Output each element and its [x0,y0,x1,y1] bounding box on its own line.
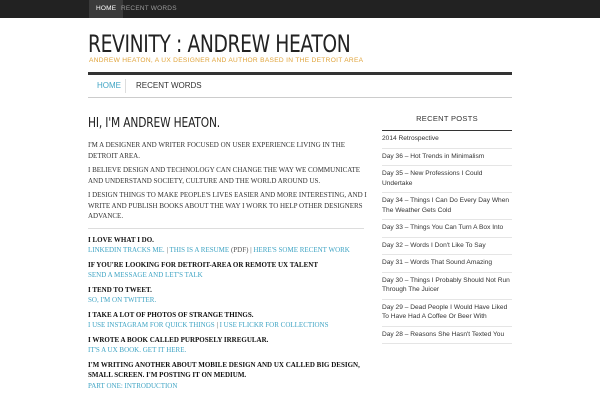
main-content [88,116,368,395]
list-item [382,238,512,256]
medium-part-one-link[interactable]: PART ONE: INTRODUCTION [88,381,178,390]
nav-item-recent-words[interactable]: RECENT WORDS [136,81,202,90]
recent-post-link[interactable]: Day 32 – Words I Don't Like To Say [382,241,486,249]
resume-link[interactable]: THIS IS A RESUME [169,246,230,254]
recent-posts-list [382,131,512,344]
section-heading-talent: IF YOU'RE LOOKING FOR DETROIT-AREA OR REMOTE UX TALENT [88,260,318,269]
site-title[interactable]: REVINITY : ANDREW HEATON [88,30,351,58]
twitter-link[interactable]: SO, I'M ON TWITTER. [88,296,157,304]
list-item [382,220,512,238]
section-heading-tweet: I TEND TO TWEET. [88,285,152,294]
recent-post-link[interactable]: Day 30 – Things I Probably Should Not Run Through The Juicer [382,276,510,293]
list-item [382,193,512,220]
intro-paragraph: I'M A DESIGNER AND WRITER FOCUSED ON USER EXPERIENCE LIVING IN THE DETROIT AREA. [88,141,346,160]
link-separator: | [166,246,168,254]
work-links [88,245,368,256]
section-heading-book: I WROTE A BOOK CALLED PURPOSELY IRREGULAR. [88,335,269,344]
book-links [88,345,368,356]
topbar-home-link[interactable]: HOME [89,0,123,18]
recent-post-link[interactable]: Day 29 – Dead People I Would Have Liked To Have Had A Coffee Or Beer With [382,303,508,320]
link-separator: | [250,246,252,254]
recent-post-link[interactable]: Day 34 – Things I Can Do Every Day When The Weather Gets Cold [382,197,510,214]
tweet-links [88,295,368,306]
link-separator: | [216,321,218,329]
section-heading-work: I LOVE WHAT I DO. [88,235,154,244]
list-item [382,131,512,149]
nav-item-home[interactable]: HOME [97,81,121,90]
recent-post-link[interactable]: Day 31 – Words That Sound Amazing [382,259,493,266]
send-message-link[interactable]: SEND A MESSAGE AND LET'S TALK [88,271,203,279]
list-item [382,149,512,167]
linkedin-link[interactable]: LINKEDIN TRACKS ME. [88,246,165,254]
section-heading-photos: I TAKE A LOT OF PHOTOS OF STRANGE THINGS. [88,310,254,319]
pdf-label: (PDF) [230,246,249,254]
list-item [382,327,512,345]
section-heading-medium: I'M WRITING ANOTHER ABOUT MOBILE DESIGN AND UX CALLED BIG DESIGN, SMALL SCREEN. I'M POSTING IT ON MEDIUM. [88,360,360,379]
nav-separator [125,79,126,93]
recent-post-link[interactable]: Day 36 – Hot Trends in Minimalism [382,152,485,160]
medium-links [88,381,368,392]
intro-paragraph: I BELIEVE DESIGN AND TECHNOLOGY CAN CHANGE THE WAY WE COMMUNICATE AND UNDERSTAND SOCIETY, CULTURE AND THE WORLD AROUND US. [88,166,361,185]
list-item [382,166,512,193]
instagram-link[interactable]: I USE INSTAGRAM FOR QUICK THINGS [88,321,215,329]
nav-bottom-border [88,97,512,98]
recent-work-link[interactable]: HERE'S SOME RECENT WORK [253,246,350,254]
site-description: ANDREW HEATON, A UX DESIGNER AND AUTHOR BASED IN THE DETROIT AREA [89,57,364,64]
list-item [382,255,512,273]
main-navigation [88,75,512,97]
content-divider [88,228,364,229]
topbar-recent-words-link[interactable]: RECENT WORDS [121,5,177,12]
flickr-link[interactable]: I USE FLICKR FOR COLLECTIONS [219,321,329,329]
book-link[interactable]: IT'S A UX BOOK. GET IT HERE. [88,346,187,354]
recent-post-link[interactable]: Day 28 – Reasons She Hasn't Texted You [382,330,505,338]
page-title: HI, I'M ANDREW HEATON. [88,116,221,131]
top-bar [0,0,600,18]
recent-post-link[interactable]: 2014 Retrospective [382,135,439,142]
talent-links [88,270,368,281]
list-item [382,300,512,327]
recent-post-link[interactable]: Day 33 – Things You Can Turn A Box Into [382,224,504,231]
photo-links [88,320,368,331]
list-item [382,273,512,300]
recent-posts-title: RECENT POSTS [416,114,478,123]
recent-post-link[interactable]: Day 35 – New Professions I Could Undertake [382,170,483,187]
sidebar [382,112,512,344]
intro-paragraph: I DESIGN THINGS TO MAKE PEOPLE'S LIVES EASIER AND MORE INTERESTING, AND I WRITE AND PUBLISH BOOKS ABOUT THE WAY I WORK TO HELP OTHER DESIGNERS ADVANCE. [88,191,367,220]
